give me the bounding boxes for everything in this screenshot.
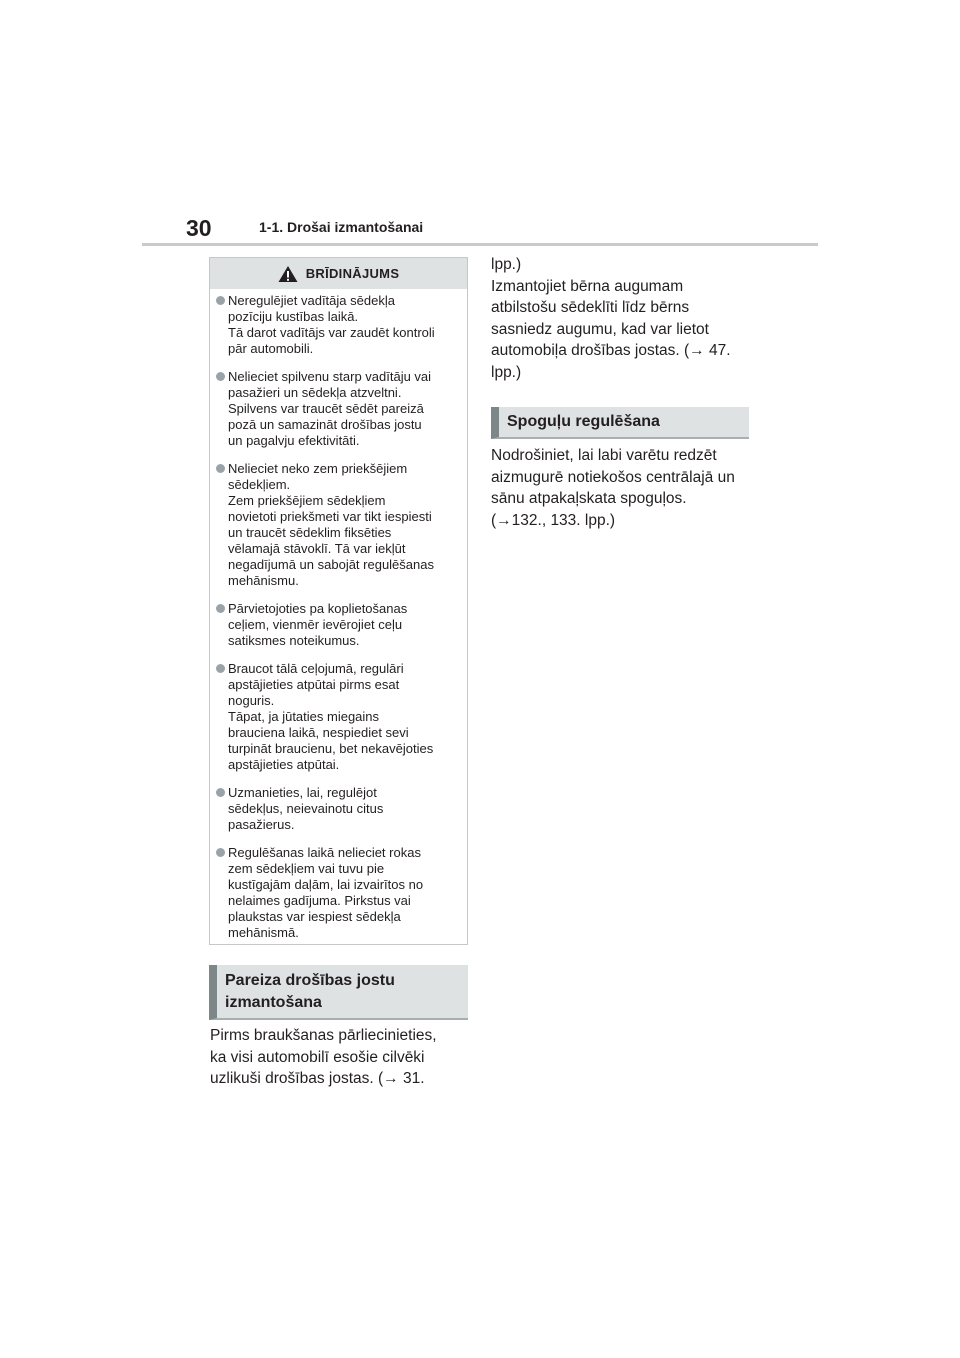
bullet-icon [216,664,225,673]
warning-item-text: Braucot tālā ceļojumā, regulāri apstājieties atpūtai pirms esat noguris. Tāpat, ja jūtaties miegains brauciena laikā, nespiediet sevi turpināt braucienu, bet nekavējoties apstājieties atpūtai. [228,661,434,772]
bullet-icon [216,372,225,381]
seatbelt-heading-text: Pareiza drošības jostu izmantošana [225,971,395,1011]
seatbelt-section-heading [209,965,468,1020]
header-divider [142,243,818,246]
warning-item-text: Uzmanieties, lai, regulējot sēdekļus, neievainotu citus pasažierus. [228,785,384,832]
chapter-title: 1-1. Drošai izmantošanai [259,219,424,235]
warning-item [218,785,459,833]
warning-title: BRĪDINĀJUMS [305,266,400,281]
warning-item [218,661,459,773]
bullet-icon [216,848,225,857]
mirrors-paragraph: Nodrošiniet, lai labi varētu redzēt aizmugurē notiekošos centrālajā un sānu atpakaļskata spoguļos. (→132., 133. lpp.) [491,447,735,529]
warning-item-text: Neregulējiet vadītāja sēdekļa pozīciju kustības laikā. Tā darot vadītājs var zaudēt kontroli pār automobili. [228,293,435,356]
page-number: 30 [186,215,212,241]
seatbelt-paragraph: Pirms braukšanas pārliecinieties, ka visi automobilī esošie cilvēki uzlikuši drošības jostas. (→ 31. [210,1027,437,1088]
bullet-icon [216,296,225,305]
warning-item-text: Regulēšanas laikā nelieciet rokas zem sēdekļiem vai tuvu pie kustīgajām daļām, lai izvairītos no nelaimes gadījuma. Pirkstus vai plaukstas var iespiest sēdekļa mehānismā. [228,845,424,940]
bullet-icon [216,464,225,473]
warning-item [218,369,459,449]
warning-list [210,289,467,941]
mirrors-section-heading [491,407,749,439]
warning-item-text: Nelieciet spilvenu starp vadītāju vai pasažieri un sēdekļa atzveltni. Spilvens var traucēt sēdēt pareizā pozā un samazināt drošības jostu un pagalvju efektivitāti. [228,369,432,448]
warning-item [218,601,459,649]
warning-item-text: Nelieciet neko zem priekšējiem sēdekļiem. Zem priekšējiem sēdekļiem novietoti priekšmeti var tikt iespiesti un traucēt sēdeklim fiksēties vēlamajā stāvoklī. Tā var iekļūt negadījumā un sabojāt regulēšanas mehānismu. [228,461,434,588]
warning-item-text: Pārvietojoties pa koplietošanas ceļiem, vienmēr ievērojiet ceļu satiksmes noteikumus. [228,601,408,648]
warning-item [218,845,459,941]
bullet-icon [216,788,225,797]
bullet-icon [216,604,225,613]
child-seat-paragraph: lpp.) Izmantojiet bērna augumam atbilstošu sēdeklīti līdz bērns sasniedz augumu, kad var lietot automobiļa drošības jostas. (→ 47. lpp.) [491,256,731,381]
warning-triangle-icon [278,265,298,283]
warning-header [210,258,467,289]
warning-item [218,461,459,589]
warning-item [218,293,459,357]
mirrors-heading-text: Spoguļu regulēšana [507,413,660,430]
warning-box [209,257,468,945]
